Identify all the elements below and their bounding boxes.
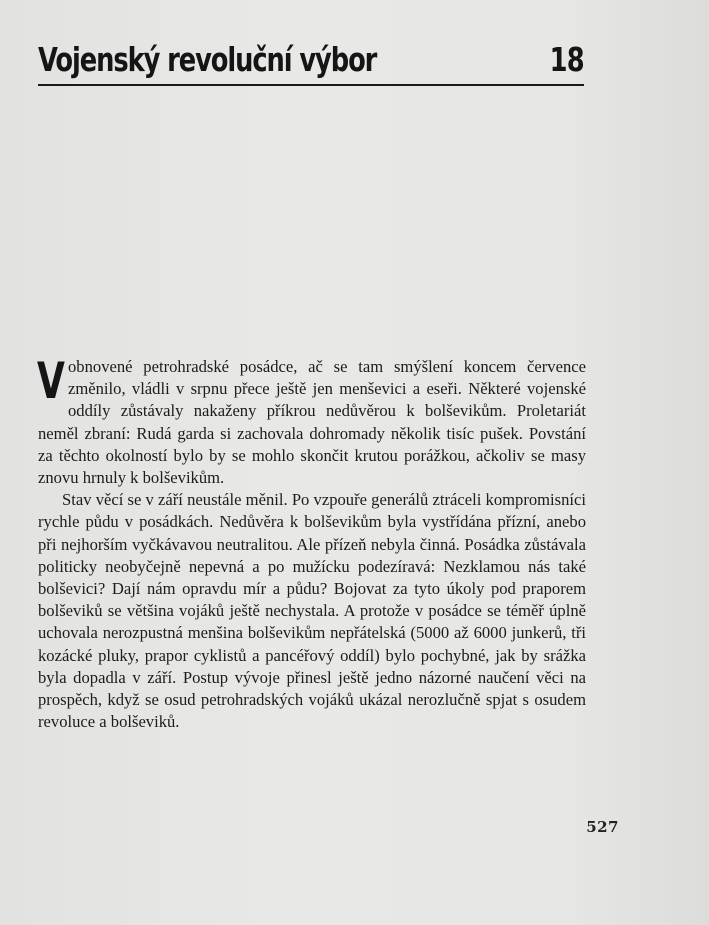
page-number: 527 (586, 818, 619, 836)
body-text (37, 352, 586, 733)
chapter-title: Vojenský revoluční výbor (38, 40, 377, 79)
paragraph-1-text: obnovené petrohradské posádce, ač se tam smýšlení koncem července změnilo, vládli v srpnu přece ještě jen menševici a eseři. Některé vojenské oddíly zůstávaly nakaženy příkrou nedůvěrou k bolševikům. Proletariát neměl zbraní: Rudá garda si zachovala dohromady několik tisíc pušek. Povstání za těchto okolností bylo by se mohlo skončit krutou porážkou, ačkoliv se masy znovu hrnuly k bolševikům. (38, 357, 586, 488)
chapter-number: 18 (549, 40, 584, 79)
paragraph-1 (37, 352, 586, 489)
drop-cap: V (37, 352, 65, 410)
chapter-header (38, 36, 584, 86)
paragraph-2: Stav věcí se v září neustále měnil. Po vzpouře generálů ztráceli kompromisníci rychle půdu v posádkách. Nedůvěra k bolševikům byla vystřídána přízní, anebo při nejhorším vyčkávavou neutralitou. Ale přízeň nebyla činná. Posádka zůstávala politicky neobyčejně nepevná a po mužícku podezíravá: Nezklamou nás také bolševici? Dají nám opravdu mír a půdu? Bojovat za tyto úkoly pod praporem bolševiků se většina vojáků ještě nechystala. A protože v posádce se téměř úplně uchovala nerozpustná menšina bolševikům nepřátelská (5000 až 6000 junkerů, tři kozácké pluky, prapor cyklistů a pancéřový oddíl) bylo pochybné, jak by srážka byla dopadla v září. Postup vývoje přinesl ještě jedno názorné naučení věci na prospěch, když se osud petrohradských vojáků ukázal nerozlučně spjat s osudem revoluce a bolševiků. (38, 490, 586, 732)
